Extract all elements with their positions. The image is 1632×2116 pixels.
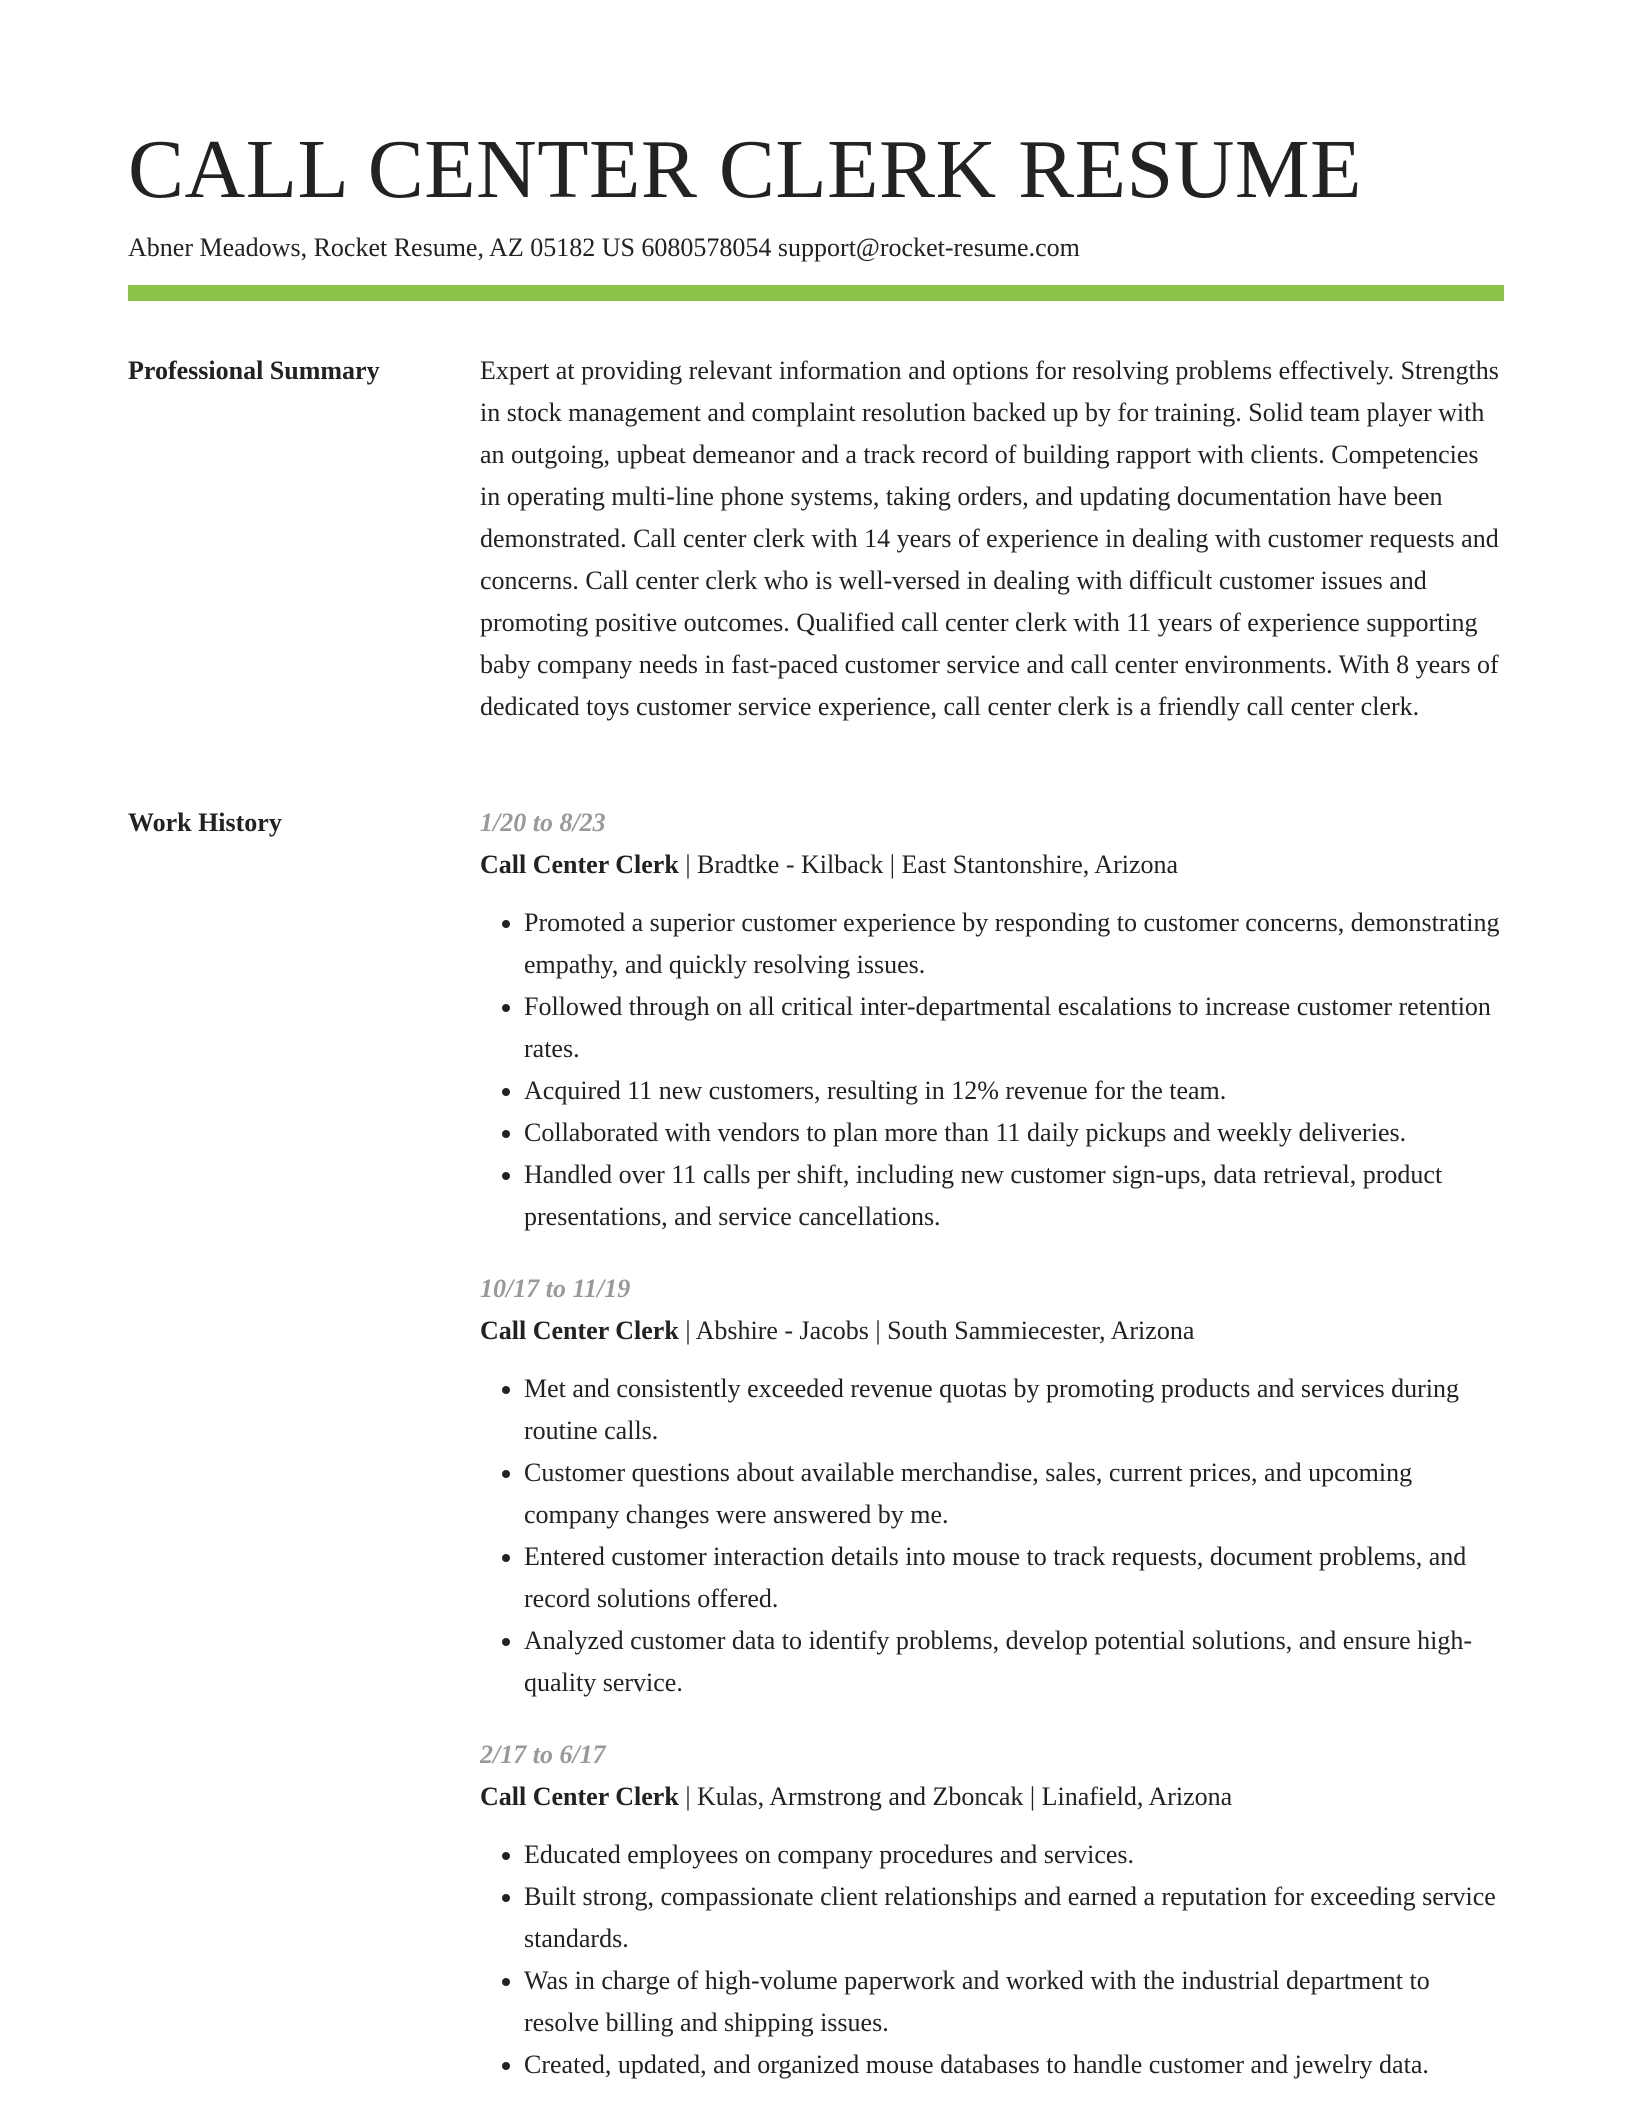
work-history-body <box>480 802 1504 2116</box>
job-header <box>480 1310 1504 1352</box>
job-bullet: • Was in charge of high-volume paperwork and worked with the industrial department to resolve billing and shipping issues. <box>524 1960 1504 2044</box>
job-company-location: | Bradtke - Kilback | East Stantonshire, Arizona <box>678 850 1179 879</box>
job-bullet: • Created, updated, and organized mouse databases to handle customer and jewelry data. <box>524 2044 1504 2086</box>
accent-divider <box>128 285 1504 301</box>
job-company-location: | Abshire - Jacobs | South Sammiecester, Arizona <box>678 1316 1195 1345</box>
summary-text: Expert at providing relevant information and options for resolving problems effectively. Strengths in stock management and complaint resolution backed up by for training. Solid team player with an outgoing, upbeat demeanor and a track record of building rapport with clients. Competencies in operating multi-line phone systems, taking orders, and updating documentation have been demonstrated. Call center clerk with 14 years of experience in dealing with customer requests and concerns. Call center clerk who is well-versed in dealing with difficult customer issues and promoting positive outcomes. Qualified call center clerk with 11 years of experience supporting baby company needs in fast-paced customer service and call center environments. With 8 years of dedicated toys customer service experience, call center clerk is a friendly call center clerk. <box>480 356 1499 721</box>
job-entry <box>480 1268 1504 1704</box>
job-bullets <box>480 902 1504 1238</box>
job-bullet: • Entered customer interaction details into mouse to track requests, document problems, and record solutions offered. <box>524 1536 1504 1620</box>
job-bullet: • Customer questions about available merchandise, sales, current prices, and upcoming company changes were answered by me. <box>524 1452 1504 1536</box>
summary-heading: Professional Summary <box>128 356 380 385</box>
job-title: Call Center Clerk <box>480 1316 679 1345</box>
job-header <box>480 1776 1504 1818</box>
job-bullet: • Handled over 11 calls per shift, including new customer sign-ups, data retrieval, product presentations, and service cancellations. <box>524 1154 1504 1238</box>
job-dates: 1/20 to 8/23 <box>480 808 606 837</box>
job-bullet: • Educated employees on company procedures and services. <box>524 1834 1504 1876</box>
job-bullet: • Analyzed customer data to identify problems, develop potential solutions, and ensure high-quality service. <box>524 1620 1504 1704</box>
job-entry <box>480 802 1504 1238</box>
job-header <box>480 844 1504 886</box>
job-title: Call Center Clerk <box>480 850 679 879</box>
job-bullet: • Met and consistently exceeded revenue quotas by promoting products and services during routine calls. <box>524 1368 1504 1452</box>
job-entry <box>480 1734 1504 2086</box>
contact-line: Abner Meadows, Rocket Resume, AZ 05182 US 6080578054 support@rocket-resume.com <box>128 233 1080 262</box>
job-bullet: • Collaborated with vendors to plan more than 11 daily pickups and weekly deliveries. <box>524 1112 1504 1154</box>
job-dates: 2/17 to 6/17 <box>480 1740 606 1769</box>
summary-body <box>480 350 1504 728</box>
job-title: Call Center Clerk <box>480 1782 679 1811</box>
job-bullet: • Followed through on all critical inter-departmental escalations to increase customer retention rates. <box>524 986 1504 1070</box>
job-bullet: • Acquired 11 new customers, resulting in 12% revenue for the team. <box>524 1070 1504 1112</box>
job-company-location: | Kulas, Armstrong and Zboncak | Linafield, Arizona <box>678 1782 1233 1811</box>
job-bullet: • Promoted a superior customer experience by responding to customer concerns, demonstrating empathy, and quickly resolving issues. <box>524 902 1504 986</box>
work-history-heading: Work History <box>128 808 282 837</box>
resume-title: CALL CENTER CLERK RESUME <box>128 123 1362 216</box>
job-bullets <box>480 1368 1504 1704</box>
job-bullet: • Built strong, compassionate client relationships and earned a reputation for exceeding service standards. <box>524 1876 1504 1960</box>
job-dates: 10/17 to 11/19 <box>480 1274 631 1303</box>
job-bullets <box>480 1834 1504 2086</box>
